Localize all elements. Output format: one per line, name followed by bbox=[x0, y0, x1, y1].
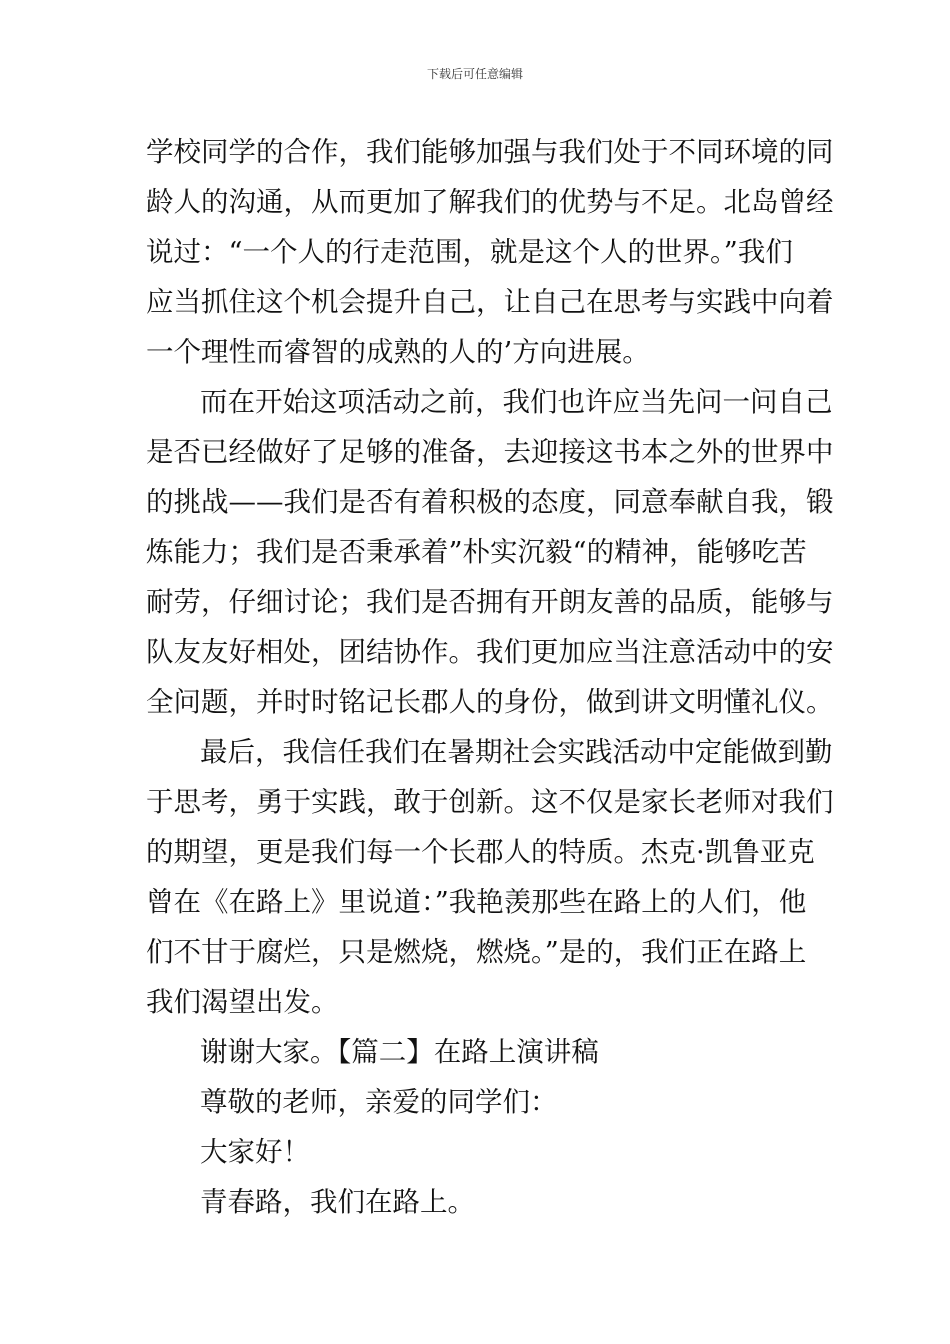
text-line: 学校同学的合作，我们能够加强与我们处于不同环境的同 bbox=[146, 136, 834, 168]
text-line: 们不甘于腐烂，只是燃烧，燃烧。”是的，我们正在路上 bbox=[146, 936, 807, 968]
text-line: 于思考，勇于实践，敢于创新。这不仅是家长老师对我们 bbox=[146, 786, 834, 818]
text-line: 青春路，我们在路上。 bbox=[200, 1186, 475, 1218]
text-line: 曾在《在路上》里说道：”我艳羡那些在路上的人们，他 bbox=[146, 886, 807, 918]
document-body bbox=[146, 127, 834, 1227]
text-line: 大家好！ bbox=[200, 1136, 310, 1168]
text-line: 而在开始这项活动之前，我们也许应当先问一问自己 bbox=[200, 386, 833, 418]
text-line: 队友友好相处，团结协作。我们更加应当注意活动中的安 bbox=[146, 636, 834, 668]
text-line: 应当抓住这个机会提升自己，让自己在思考与实践中向着 bbox=[146, 286, 834, 318]
text-line: 说过：“一个人的行走范围，就是这个人的世界。”我们 bbox=[146, 236, 793, 268]
text-line: 谢谢大家。【篇二】在路上演讲稿 bbox=[200, 1036, 599, 1068]
text-line: 耐劳，仔细讨论；我们是否拥有开朗友善的品质，能够与 bbox=[146, 586, 834, 618]
page-header: 下载后可任意编辑 bbox=[426, 67, 523, 81]
text-line: 我们渴望出发。 bbox=[146, 986, 339, 1018]
text-line: 炼能力；我们是否秉承着”朴实沉毅“的精神，能够吃苦 bbox=[146, 536, 807, 568]
text-line: 最后，我信任我们在暑期社会实践活动中定能做到勤 bbox=[200, 736, 833, 768]
text-line: 一个理性而睿智的成熟的人的’方向进展。 bbox=[146, 336, 650, 368]
text-line: 是否已经做好了足够的准备，去迎接这书本之外的世界中 bbox=[146, 436, 834, 468]
text-line: 的挑战——我们是否有着积极的态度，同意奉献自我，锻 bbox=[146, 486, 834, 518]
text-line: 的期望，更是我们每一个长郡人的特质。杰克·凯鲁亚克 bbox=[146, 836, 815, 868]
text-line: 尊敬的老师，亲爱的同学们： bbox=[200, 1086, 558, 1118]
text-line: 全问题，并时时铭记长郡人的身份，做到讲文明懂礼仪。 bbox=[146, 686, 834, 718]
text-line: 龄人的沟通，从而更加了解我们的优势与不足。北岛曾经 bbox=[146, 186, 834, 218]
